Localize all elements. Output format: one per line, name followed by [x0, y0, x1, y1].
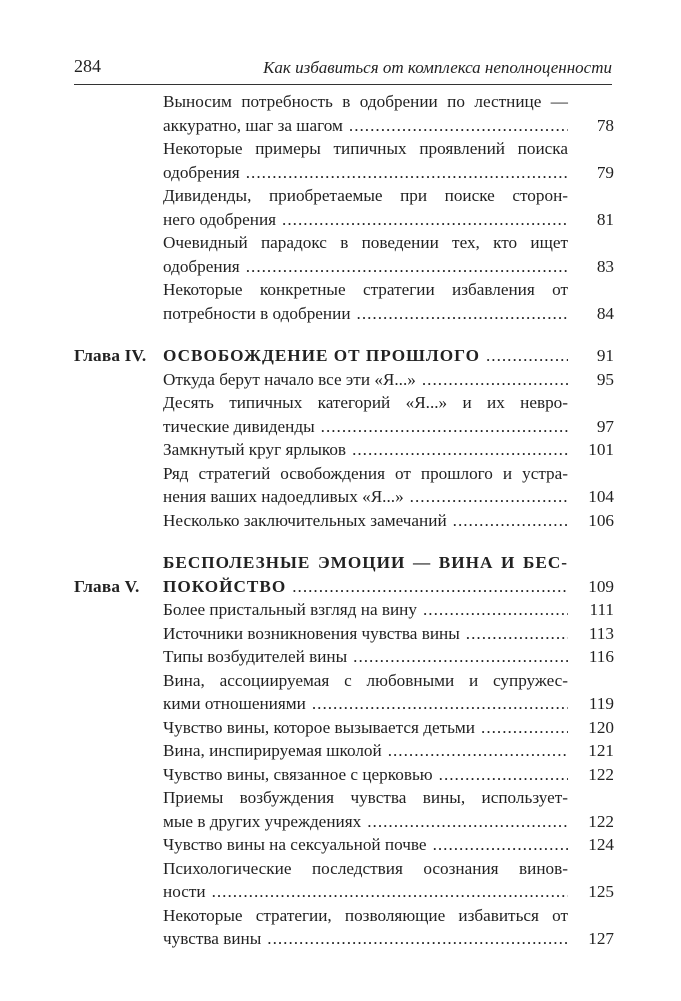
dot-leader	[466, 622, 568, 646]
toc-entry	[74, 833, 614, 857]
page-number-ref: 84	[596, 303, 614, 323]
entry-title	[163, 438, 578, 462]
dot-leader	[357, 302, 568, 326]
entry-title	[163, 137, 578, 184]
entry-title-line: ности	[163, 882, 206, 901]
dot-leader	[267, 927, 568, 951]
chapter-label: Глава V.	[74, 576, 140, 596]
toc-entry	[74, 904, 614, 951]
entry-title-line: Откуда берут начало все эти «Я...»	[163, 369, 416, 389]
entry-title	[163, 391, 578, 438]
dot-leader	[282, 208, 568, 232]
entry-title-line: Вина, инспирируемая школой	[163, 741, 382, 760]
entry-title	[163, 184, 578, 231]
entry-title-line: Чувство вины, связанное с церковью	[163, 764, 433, 784]
toc-entry	[74, 462, 614, 509]
entry-title-line: аккуратно, шаг за шагом	[163, 115, 343, 135]
entry-title-line: чувства вины	[163, 929, 262, 948]
toc-entry	[74, 645, 614, 669]
entry-title-line: ПОКОЙСТВО	[163, 576, 287, 596]
entry-title-line: одобрения	[163, 256, 240, 276]
toc-entry	[74, 438, 614, 462]
entry-title	[163, 622, 578, 646]
entry-title-line: Некоторые примеры типичных проявлений поиска	[163, 139, 568, 158]
toc-chapter-entry	[74, 344, 614, 368]
page-number-ref: 109	[588, 576, 614, 596]
entry-title	[163, 645, 578, 669]
toc-entry	[74, 184, 614, 231]
entry-title-line: Дивиденды, приобретаемые при поиске сторон-	[163, 186, 568, 205]
entry-title-line: Приемы возбуждения чувства вины, использует-	[163, 788, 568, 807]
entry-title	[163, 598, 578, 622]
entry-title-line: ОСВОБОЖДЕНИЕ ОТ ПРОШЛОГО	[163, 346, 480, 365]
entry-title-line: Несколько заключительных замечаний	[163, 510, 447, 530]
toc-entry	[74, 391, 614, 438]
page-number-ref: 81	[596, 209, 614, 229]
entry-title-line: Некоторые конкретные стратегии избавления от	[163, 280, 568, 299]
entry-title-line: Выносим потребность в одобрении по лестнице —	[163, 92, 568, 111]
page-number-ref: 119	[588, 694, 614, 713]
page-header	[74, 50, 612, 90]
dot-leader	[453, 509, 568, 533]
entry-title-line: Ряд стратегий освобождения от прошлого и устра-	[163, 463, 568, 483]
toc-entry	[74, 669, 614, 716]
entry-title-line: Типы возбудителей вины	[163, 647, 348, 666]
toc-entry	[74, 786, 614, 833]
header-rule	[74, 84, 612, 85]
page-number-ref: 127	[588, 929, 614, 948]
page-number-ref: 122	[588, 764, 614, 784]
dot-leader	[422, 368, 568, 392]
toc-entry	[74, 739, 614, 763]
entry-title-line: мые в других учреждениях	[163, 811, 362, 831]
dot-leader	[423, 598, 568, 622]
toc-entry	[74, 509, 614, 533]
entry-title	[163, 739, 578, 763]
entry-title	[163, 278, 578, 325]
entry-title	[163, 231, 578, 278]
toc-entry	[74, 231, 614, 278]
page-number-ref: 91	[596, 346, 614, 365]
entry-title	[163, 716, 578, 740]
dot-leader	[349, 114, 568, 138]
page-number-ref: 124	[588, 835, 614, 854]
toc-entry	[74, 368, 614, 392]
dot-leader	[353, 645, 568, 669]
page-number-ref: 113	[588, 623, 614, 643]
entry-title-line: потребности в одобрении	[163, 303, 351, 323]
dot-leader	[486, 344, 568, 368]
toc-entry	[74, 278, 614, 325]
dot-leader	[292, 575, 568, 599]
toc-entry	[74, 763, 614, 787]
dot-leader	[433, 833, 568, 857]
toc-entry	[74, 598, 614, 622]
page-number-ref: 83	[596, 256, 614, 276]
entry-title	[163, 786, 578, 833]
entry-title	[163, 763, 578, 787]
page-number-ref: 122	[588, 811, 614, 831]
entry-title	[163, 551, 578, 598]
toc-entry	[74, 90, 614, 137]
page-number-ref: 79	[596, 162, 614, 182]
toc-entry	[74, 622, 614, 646]
dot-leader	[352, 438, 568, 462]
entry-title	[163, 904, 578, 951]
page-number-ref: 97	[596, 416, 614, 436]
page-number-ref: 116	[588, 647, 614, 666]
toc-chapter-entry	[74, 551, 614, 598]
page-number: 284	[74, 56, 101, 76]
dot-leader	[410, 485, 568, 509]
entry-title-line: нения ваших надоедливых «Я...»	[163, 487, 404, 506]
page-number-ref: 111	[589, 600, 614, 619]
entry-title	[163, 669, 578, 716]
toc-entry	[74, 716, 614, 740]
entry-title	[163, 344, 578, 368]
entry-title-line: Некоторые стратегии, позволяющие избавиться от	[163, 905, 568, 925]
entry-title-line: Источники возникновения чувства вины	[163, 623, 460, 643]
entry-title-line: Чувство вины, которое вызывается детьми	[163, 717, 476, 737]
entry-title-line: Психологические последствия осознания винов-	[163, 858, 568, 878]
page-number-ref: 106	[588, 510, 614, 530]
toc-entry	[74, 857, 614, 904]
entry-title-line: Десять типичных категорий «Я...» и их невро-	[163, 393, 568, 412]
running-title: Как избавиться от комплекса неполноценности	[263, 58, 612, 77]
dot-leader	[388, 739, 568, 763]
dot-leader	[246, 161, 568, 185]
entry-title-line: Более пристальный взгляд на вину	[163, 600, 417, 619]
entry-title	[163, 509, 578, 533]
dot-leader	[312, 692, 568, 716]
entry-title	[163, 857, 578, 904]
dot-leader	[481, 716, 568, 740]
entry-title-line: Очевидный парадокс в поведении тех, кто ищет	[163, 233, 568, 252]
page-number-ref: 101	[588, 440, 614, 459]
entry-title	[163, 368, 578, 392]
entry-title-line: одобрения	[163, 162, 240, 182]
dot-leader	[439, 763, 568, 787]
entry-title-line: кими отношениями	[163, 694, 306, 713]
page-number-ref: 78	[596, 115, 614, 135]
entry-title-line: Замкнутый круг ярлыков	[163, 440, 347, 459]
entry-title-line: БЕСПОЛЕЗНЫЕ ЭМОЦИИ — ВИНА И БЕС-	[163, 553, 568, 572]
entry-title-line: Чувство вины на сексуальной почве	[163, 835, 427, 854]
entry-title	[163, 462, 578, 509]
dot-leader	[212, 880, 568, 904]
page-number-ref: 125	[588, 882, 614, 901]
entry-title-line: него одобрения	[163, 209, 277, 229]
page-number-ref: 121	[588, 741, 614, 760]
chapter-label: Глава IV.	[74, 346, 147, 365]
page-number-ref: 104	[588, 487, 614, 506]
entry-title	[163, 90, 578, 137]
entry-title-line: тические дивиденды	[163, 416, 315, 436]
dot-leader	[246, 255, 568, 279]
page-number-ref: 95	[596, 369, 614, 389]
dot-leader	[367, 810, 568, 834]
toc-entry	[74, 137, 614, 184]
table-of-contents	[74, 90, 614, 951]
entry-title-line: Вина, ассоциируемая с любовными и супружес-	[163, 670, 568, 690]
dot-leader	[321, 415, 568, 439]
page-number-ref: 120	[588, 717, 614, 737]
entry-title	[163, 833, 578, 857]
